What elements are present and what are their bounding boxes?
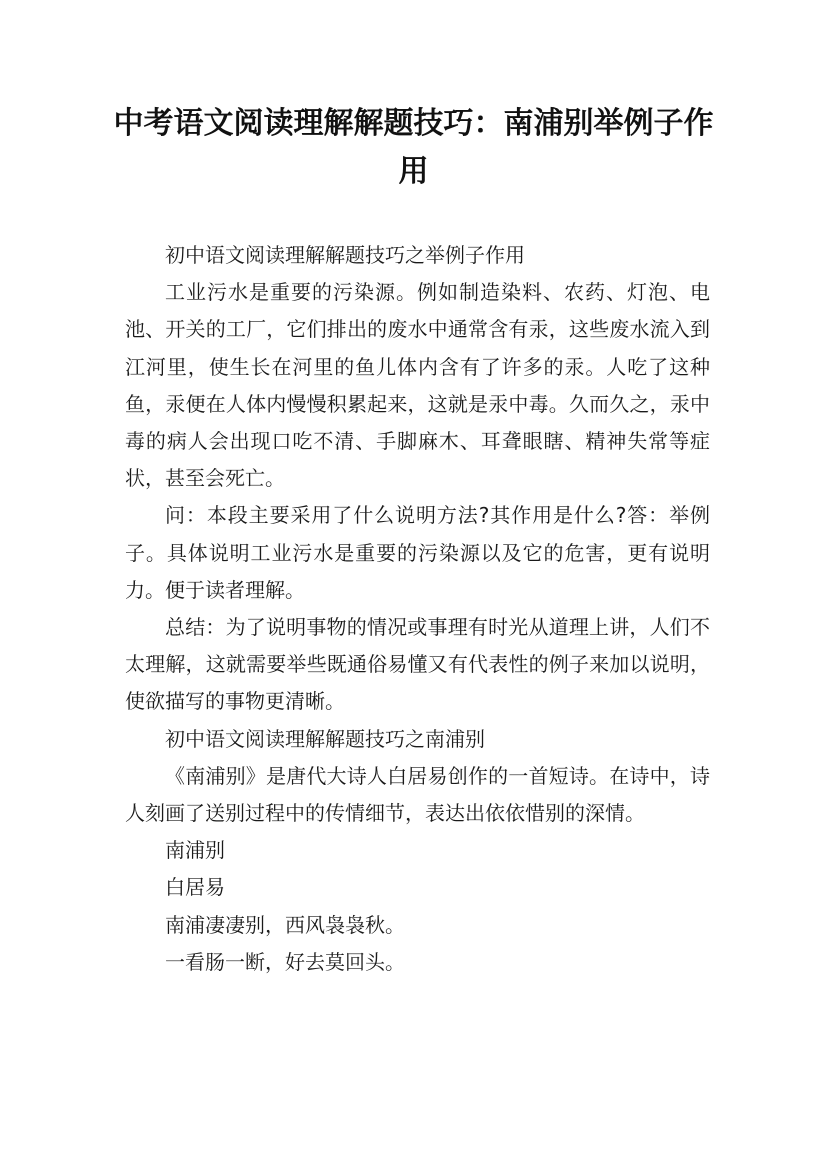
document-body	[125, 237, 710, 981]
section-heading-nanpu-farewell: 初中语文阅读理解解题技巧之南浦别	[165, 726, 485, 751]
poem-line-2: 一看肠一断，好去莫回头。	[165, 949, 405, 974]
document-title: 中考语文阅读理解解题技巧：南浦别举例子作用	[113, 106, 714, 189]
poem-author: 白居易	[165, 875, 225, 900]
poem-title: 南浦别	[165, 838, 225, 863]
paragraph-industrial-wastewater: 工业污水是重要的污染源。例如制造染料、农药、灯泡、电池、开关的工厂，它们排出的废水中通常含有汞，这些废水流入到江河里，使生长在河里的鱼儿体内含有了许多的汞。人吃了这种鱼，汞便在人体内慢慢积累起来，这就是汞中毒。久而久之，汞中毒的病人会出现口吃不清、手脚麻木、耳聋眼瞎、精神失常等症状，甚至会死亡。	[125, 280, 710, 491]
section-heading-example-method: 初中语文阅读理解解题技巧之举例子作用	[165, 243, 525, 267]
poem-line-1: 南浦凄凄别，西风袅袅秋。	[165, 912, 405, 937]
paragraph-summary: 总结：为了说明事物的情况或事理有时光从道理上讲，人们不太理解，这就需要举些既通俗易懂又有代表性的例子来加以说明，使欲描写的事物更清晰。	[125, 615, 710, 714]
paragraph-poem-intro: 《南浦别》是唐代大诗人白居易创作的一首短诗。在诗中，诗人刻画了送别过程中的传情细节，表达出依依惜别的深情。	[125, 763, 710, 826]
paragraph-question-answer: 问：本段主要采用了什么说明方法?其作用是什么?答：举例子。具体说明工业污水是重要的污染源以及它的危害，更有说明力。便于读者理解。	[125, 503, 710, 602]
